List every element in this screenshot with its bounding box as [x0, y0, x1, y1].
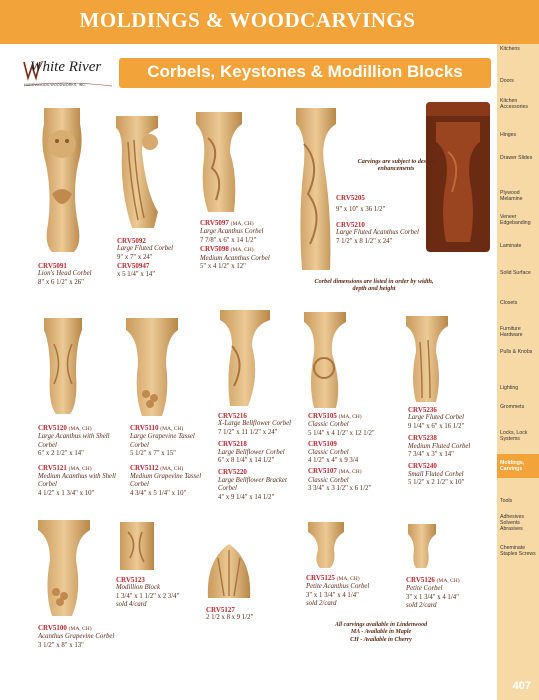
shell-keystone-image — [204, 540, 254, 602]
product-crv5205 — [336, 194, 436, 246]
product-sku: CRV5098 (MA, CH) — [200, 245, 254, 254]
white-river-logo — [22, 56, 114, 96]
product-desc: Large Acanthus with Shell Corbel — [38, 433, 110, 449]
classic-corbel-image — [302, 308, 348, 412]
product-dims: 7 3/4" x 3" x 14" — [408, 451, 454, 459]
logo-tagline: HARDWOODS-WOODWORKS, INC. — [24, 83, 87, 87]
product-crv5127 — [206, 606, 290, 623]
product-sku: CRV5218 — [218, 440, 247, 449]
product-sku: CRV5100 (MA, CH) — [38, 624, 92, 632]
sidebar-tab-furniture-hardware[interactable]: Furniture Hardware — [500, 326, 523, 338]
product-crv5125 — [306, 574, 398, 609]
grapevine-tassel-corbel-image — [124, 314, 180, 420]
large-acanthus-corbel-image — [194, 108, 244, 216]
product-dims: 7 1/2" x 11 1/2" x 24" — [218, 428, 278, 436]
dimensions-note: Corbel dimensions are listed in order by width, depth and height — [314, 278, 434, 292]
product-crv5216 — [218, 412, 304, 502]
product-sku: CRV5220 — [218, 468, 247, 477]
product-desc: Medium Acanthus Corbel — [200, 254, 270, 262]
sidebar-tab-laminate[interactable]: Laminate — [500, 243, 522, 249]
product-desc: Large Bellflower Corbel — [218, 448, 285, 456]
product-desc: Petite Corbel — [406, 585, 443, 593]
availability-line: CH - Available in Cherry — [350, 636, 412, 643]
acanthus-grapevine-corbel-image — [36, 516, 92, 620]
sidebar-tab-solid-surface[interactable]: Solid Surface — [500, 270, 531, 276]
product-dims: 1 3/4" x 1 1/2" x 2 3/4" — [116, 592, 180, 600]
product-dims: 7 1/2" x 8 1/2" x 24" — [336, 237, 393, 245]
sidebar-tab-drawer-slides[interactable]: Drawer Slides — [500, 155, 533, 161]
product-desc: Medium Acanthus with Shell Corbel — [38, 473, 116, 489]
product-dims: 9" x 10" x 36 1/2" — [336, 206, 386, 214]
availability-line: MA - Available in Maple — [350, 629, 412, 636]
product-pack: sold 4/card — [116, 601, 147, 609]
page-number: 407 — [512, 680, 531, 692]
product-sku: CRV5236 — [408, 406, 437, 414]
product-crv5236 — [408, 406, 494, 488]
carvings-note: Carvings are subject to design enhancements — [357, 158, 435, 172]
modillion-block-image — [118, 518, 156, 574]
product-crv5100 — [38, 624, 128, 650]
product-crv5091 — [38, 262, 112, 287]
product-desc: Classic Corbel — [308, 476, 349, 484]
product-crv5110 — [130, 424, 212, 498]
product-dims: 4 3/4" x 5 1/4" x 10" — [130, 489, 187, 497]
product-dims: 3" x 1 3/4" x 4 1/4" — [406, 593, 459, 601]
product-sku: CRV5123 — [116, 576, 145, 584]
product-sku: CRV5120 (MA, CH) — [38, 424, 92, 432]
sidebar-tab-doors[interactable]: Doors — [500, 78, 514, 84]
bellflower-corbel-image — [218, 306, 272, 410]
product-dims: 5 1/2" x 7" x 15" — [130, 450, 176, 458]
page-title: MOLDINGS & WOODCARVINGS — [79, 8, 416, 32]
section-banner — [119, 58, 491, 88]
product-sku: CRV5205 — [336, 194, 365, 202]
sidebar-tab-kitchens[interactable]: Kitchens — [500, 46, 520, 52]
sidebar-tab-closets[interactable]: Closets — [500, 300, 518, 306]
product-sku: CRV5110 (MA, CH) — [130, 424, 184, 432]
product-dims: 4" x 9 1/4" x 14 1/2" — [218, 493, 275, 501]
product-dims: 3 1/2" x 8" x 13" — [38, 641, 84, 649]
product-sku: CRV5210 — [336, 220, 365, 229]
product-sku: CRV5091 — [38, 262, 67, 270]
product-desc: Large Fluted Acanthus Corbel — [336, 229, 419, 237]
product-sku: CRV5127 — [206, 606, 235, 614]
product-desc: Modillion Block — [116, 584, 160, 592]
product-pack: sold 2/card — [406, 602, 437, 610]
product-sku: CRV5092 — [117, 237, 146, 245]
sidebar-tab-tools[interactable]: Tools — [500, 498, 513, 504]
sidebar-tab-moldings-carvings[interactable]: Moldings, Carvings — [497, 454, 539, 478]
product-crv5120 — [38, 424, 118, 498]
product-dims: 3" x 1 3/4" x 4 1/4" — [306, 591, 359, 599]
product-sku: CRV5238 — [408, 434, 437, 443]
product-dims: 9" x 7" x 24" — [117, 253, 153, 261]
acanthus-shell-corbel-image — [42, 314, 84, 418]
product-pack: sold 2/card — [306, 600, 337, 608]
product-desc: Medium Grapevine Tassel Corbel — [130, 473, 202, 489]
product-dims: 4 1/2" x 1 3/4" x 10" — [38, 489, 95, 497]
product-dims: 7 7/8" x 6" x 14 1/2" — [200, 236, 257, 244]
product-sku: CRV5109 — [308, 440, 337, 449]
product-desc: Large Bellflower Bracket Corbel — [218, 476, 287, 493]
product-dims: 3 3/4" x 3 1/2" x 6 1/2" — [308, 485, 372, 493]
product-dims: 5 1/2" x 2 1/2" x 10" — [408, 479, 465, 487]
section-title: Corbels, Keystones & Modillion Blocks — [147, 62, 463, 81]
product-sku: CRV5216 — [218, 412, 247, 420]
product-desc: Classic Corbel — [308, 421, 349, 429]
lion-head-corbel-image — [38, 104, 86, 254]
sidebar-tab-pulls-knobs[interactable]: Pulls & Knobs — [500, 349, 533, 355]
category-sidebar — [497, 44, 539, 700]
product-crv5097 — [200, 219, 284, 271]
logo-name: White River — [30, 59, 102, 75]
product-sku: CRV5112 (MA, CH) — [130, 463, 184, 472]
product-sku: CRV5107 (MA, CH) — [308, 467, 362, 476]
product-crv5123 — [116, 576, 200, 610]
product-sku: CRV5121 (MA, CH) — [38, 463, 92, 472]
product-sku: CRV5105 (MA, CH) — [308, 412, 362, 420]
fluted-corbel-image — [404, 312, 450, 406]
product-dims: 2 1/2 x 8 x 9 1/2" — [206, 614, 254, 622]
petite-corbel-image — [406, 520, 438, 570]
product-sku: CRV50947 — [117, 262, 150, 271]
product-dims: 5 1/4" x 4 1/2" x 12 1/2" — [308, 429, 375, 437]
sidebar-tab-plywood-melamine[interactable]: Plywood Melamine — [500, 190, 523, 202]
sidebar-tab-lighting[interactable]: Lighting — [500, 385, 519, 391]
petite-acanthus-corbel-image — [306, 518, 346, 570]
product-desc: Medium Fluted Corbel — [408, 442, 471, 450]
product-dims: 8" x 6 1/2" x 26" — [38, 278, 84, 286]
sidebar-tab-locks-lock-systems[interactable]: Locks, Lock Systems — [500, 430, 528, 442]
product-desc: Large Fluted Corbel — [117, 245, 174, 253]
sidebar-tab-hinges[interactable]: Hinges — [500, 132, 517, 138]
product-sku: CRV5097 (MA, CH) — [200, 219, 254, 227]
availability-line: All carvings available in Lindenwood — [334, 622, 428, 628]
product-dims: 5" x 4 1/2" x 12" — [200, 263, 246, 271]
product-crv5126 — [406, 576, 494, 611]
product-sku: CRV5240 — [408, 462, 437, 471]
product-desc: Large Fluted Corbel — [408, 414, 465, 422]
sidebar-tab-cheminate-staples-screws[interactable]: Cheminate Staples Screws — [500, 545, 536, 557]
product-desc: Large Grapevine Tassel Corbel — [130, 433, 195, 449]
product-desc: Lion's Head Corbel — [38, 270, 92, 278]
product-sku: CRV5126 (MA, CH) — [406, 576, 460, 584]
large-corbel-crv5205-image — [294, 104, 338, 274]
sidebar-tab-grommets[interactable]: Grommets — [500, 404, 525, 410]
page-header — [0, 0, 539, 44]
sidebar-tab-veneer-edgebanding[interactable]: Veneer Edgebanding — [500, 214, 531, 226]
product-desc: Acanthus Grapevine Corbel — [38, 633, 115, 641]
large-fluted-corbel-image — [112, 112, 162, 232]
product-dims: 4 1/2" x 4" x 9 3/4 — [308, 457, 359, 465]
product-dims: 6" x 8 1/4" x 14 1/2" — [218, 457, 275, 465]
availability-note — [296, 622, 466, 644]
product-crv5105 — [308, 412, 400, 494]
product-dims: 9 1/4" x 6" x 16 1/2" — [408, 422, 465, 430]
product-dims: x 5 1/4" x 14" — [117, 270, 156, 278]
product-desc: Small Fluted Corbel — [408, 470, 464, 478]
product-sku: CRV5125 (MA, CH) — [306, 574, 360, 582]
product-desc: Classic Corbel — [308, 448, 349, 456]
product-desc: X-Large Bellflower Corbel — [218, 420, 291, 428]
sidebar-tab-kitchen-accessories[interactable]: Kitchen Accessories — [500, 98, 528, 110]
sidebar-tab-adhesives-solvents-abrasives[interactable]: Adhesives Solvents Abrasives — [500, 514, 524, 532]
product-dims: 6" x 2 1/2" x 14" — [38, 450, 84, 458]
product-desc: Petite Acanthus Corbel — [306, 583, 370, 591]
product-desc: Large Acanthus Corbel — [200, 228, 264, 236]
product-crv5092 — [117, 237, 197, 279]
